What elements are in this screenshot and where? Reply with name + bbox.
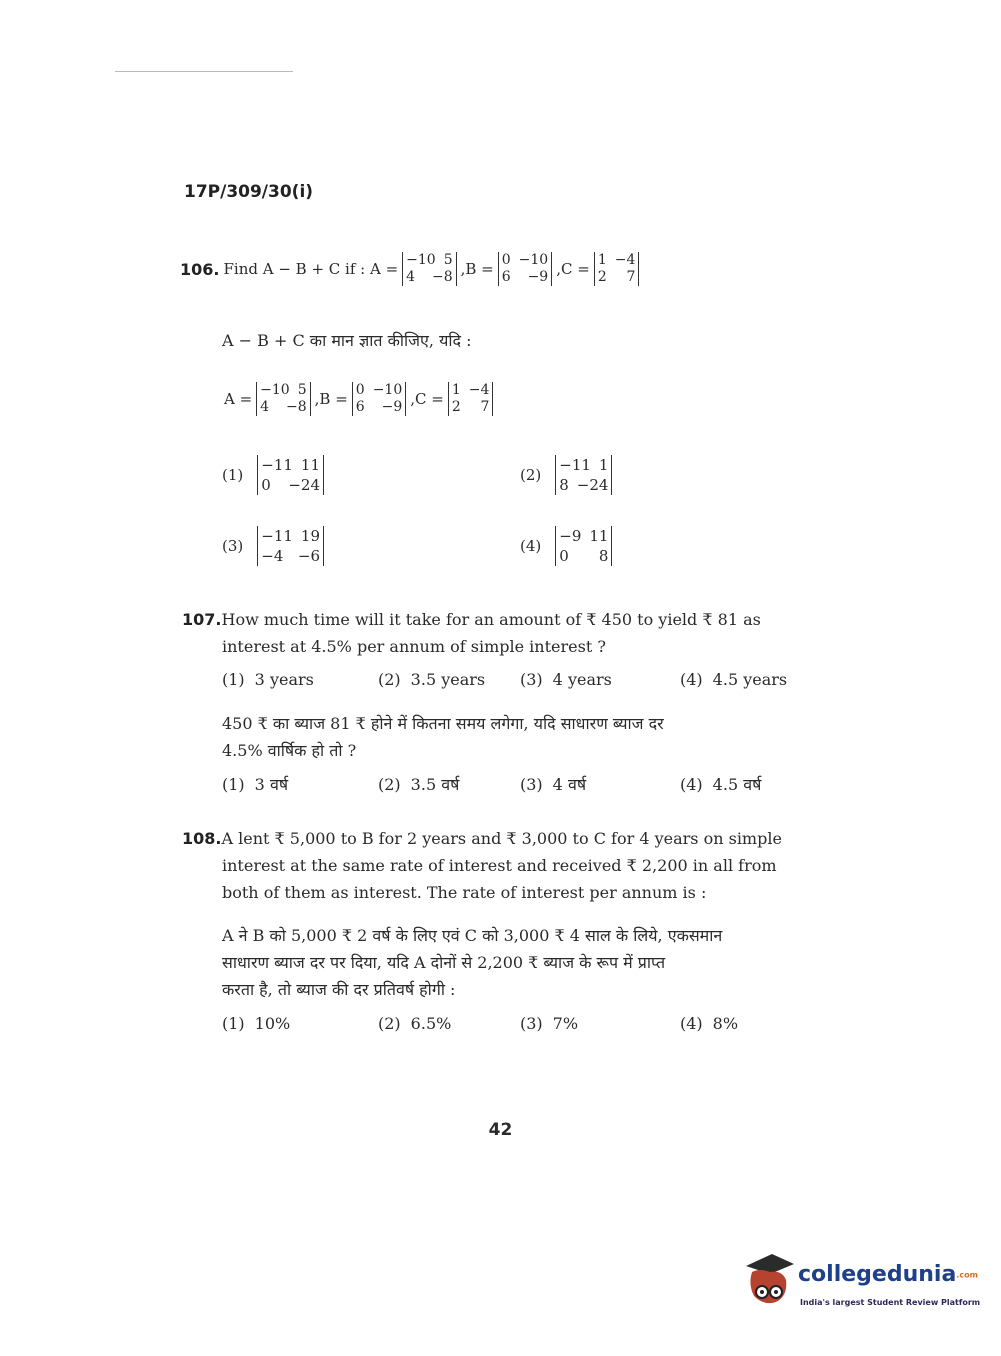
q108-option-3[interactable]: (3) 7%: [520, 1014, 579, 1033]
q106-prompt-hi: A − B + C का मान ज्ञात कीजिए, यदि :: [222, 331, 472, 350]
q107-option-2[interactable]: (2) 3.5 years: [378, 670, 486, 689]
q108-line-3: both of them as interest. The rate of interest per annum is :: [222, 883, 707, 902]
q108-hi-line-1: A ने B को 5,000 ₹ 2 वर्ष के लिए एवं C को 3,000 ₹ 4 साल के लिये, एकसमान: [222, 926, 723, 945]
top-rule: [115, 71, 293, 72]
q107-line-2: interest at 4.5% per annum of simple interest ?: [222, 637, 606, 656]
logo-wordmark: collegedunia.com: [798, 1262, 978, 1287]
q107-option-4[interactable]: (4) 4.5 years: [680, 670, 788, 689]
paper-code: 17P/309/30(i): [184, 182, 314, 202]
eq-b-label-hi: ,B =: [314, 390, 348, 408]
option-2-matrix: −11 1 8 −24: [555, 455, 612, 495]
eq-c-label-hi: ,C =: [410, 390, 444, 408]
q107-hi-line-1: 450 ₹ का ब्याज 81 ₹ होने में कितना समय लगेगा, यदि साधारण ब्याज दर: [222, 714, 664, 733]
q106-number: 106.: [180, 259, 220, 279]
label-a: A =: [224, 390, 253, 408]
q106-matrices-hi: [224, 382, 493, 416]
q106-option-2[interactable]: (2) −11 1 8 −24: [520, 455, 612, 495]
q107-option-1[interactable]: (1) 3 years: [222, 670, 314, 689]
page-number: 42: [488, 1120, 513, 1140]
q108-option-4[interactable]: (4) 8%: [680, 1014, 739, 1033]
option-4-matrix: −9 11 0 8: [555, 526, 612, 566]
q108-hi-line-2: साधारण ब्याज दर पर दिया, यदि A दोनों से 2,200 ₹ ब्याज के रूप में प्राप्त: [222, 953, 666, 972]
mascot-logo-icon: [742, 1250, 798, 1312]
q107-hi-option-2[interactable]: (2) 3.5 वर्ष: [378, 775, 460, 794]
logo-tagline: India's largest Student Review Platform: [800, 1298, 981, 1307]
q108-option-1[interactable]: (1) 10%: [222, 1014, 291, 1033]
matrix-a-hi: −10 5 4 −8: [256, 382, 310, 416]
eq-b-label: ,B =: [460, 260, 494, 278]
q107-hi-option-3[interactable]: (3) 4 वर्ष: [520, 775, 587, 794]
q107-hi-option-4[interactable]: (4) 4.5 वर्ष: [680, 775, 762, 794]
q106-option-4[interactable]: (4) −9 11 0 8: [520, 526, 612, 566]
q108-number: 108.: [182, 829, 222, 848]
q106-prompt-en: [180, 252, 639, 286]
logo-suffix: .com: [956, 1270, 978, 1280]
q107-line-1: 107.How much time will it take for an amount of ₹ 450 to yield ₹ 81 as: [182, 610, 761, 629]
q107-option-3[interactable]: (3) 4 years: [520, 670, 612, 689]
q106-text-en: Find A − B + C if : A =: [223, 260, 399, 278]
option-3-matrix: −11 19 −4 −6: [257, 526, 324, 566]
q107-number: 107.: [182, 610, 222, 629]
q108-line-2: interest at the same rate of interest and received ₹ 2,200 in all from: [222, 856, 777, 875]
q108-option-2[interactable]: (2) 6.5%: [378, 1014, 452, 1033]
eq-c-label: ,C =: [556, 260, 590, 278]
q106-option-1[interactable]: (1) −11 11 0 −24: [222, 455, 324, 495]
matrix-a: −10 5 4 −8: [402, 252, 456, 286]
q107-hi-option-1[interactable]: (1) 3 वर्ष: [222, 775, 289, 794]
q108-hi-line-3: करता है, तो ब्याज की दर प्रतिवर्ष होगी :: [222, 980, 456, 999]
matrix-b: 0 −10 6 −9: [498, 252, 552, 286]
matrix-c: 1 −4 2 7: [594, 252, 640, 286]
q108-line-1: 108.A lent ₹ 5,000 to B for 2 years and ₹ 3,000 to C for 4 years on simple: [182, 829, 782, 848]
matrix-c-hi: 1 −4 2 7: [448, 382, 494, 416]
option-1-matrix: −11 11 0 −24: [257, 455, 324, 495]
q106-option-3[interactable]: (3) −11 19 −4 −6: [222, 526, 324, 566]
matrix-b-hi: 0 −10 6 −9: [352, 382, 406, 416]
q107-hi-line-2: 4.5% वार्षिक हो तो ?: [222, 741, 357, 760]
